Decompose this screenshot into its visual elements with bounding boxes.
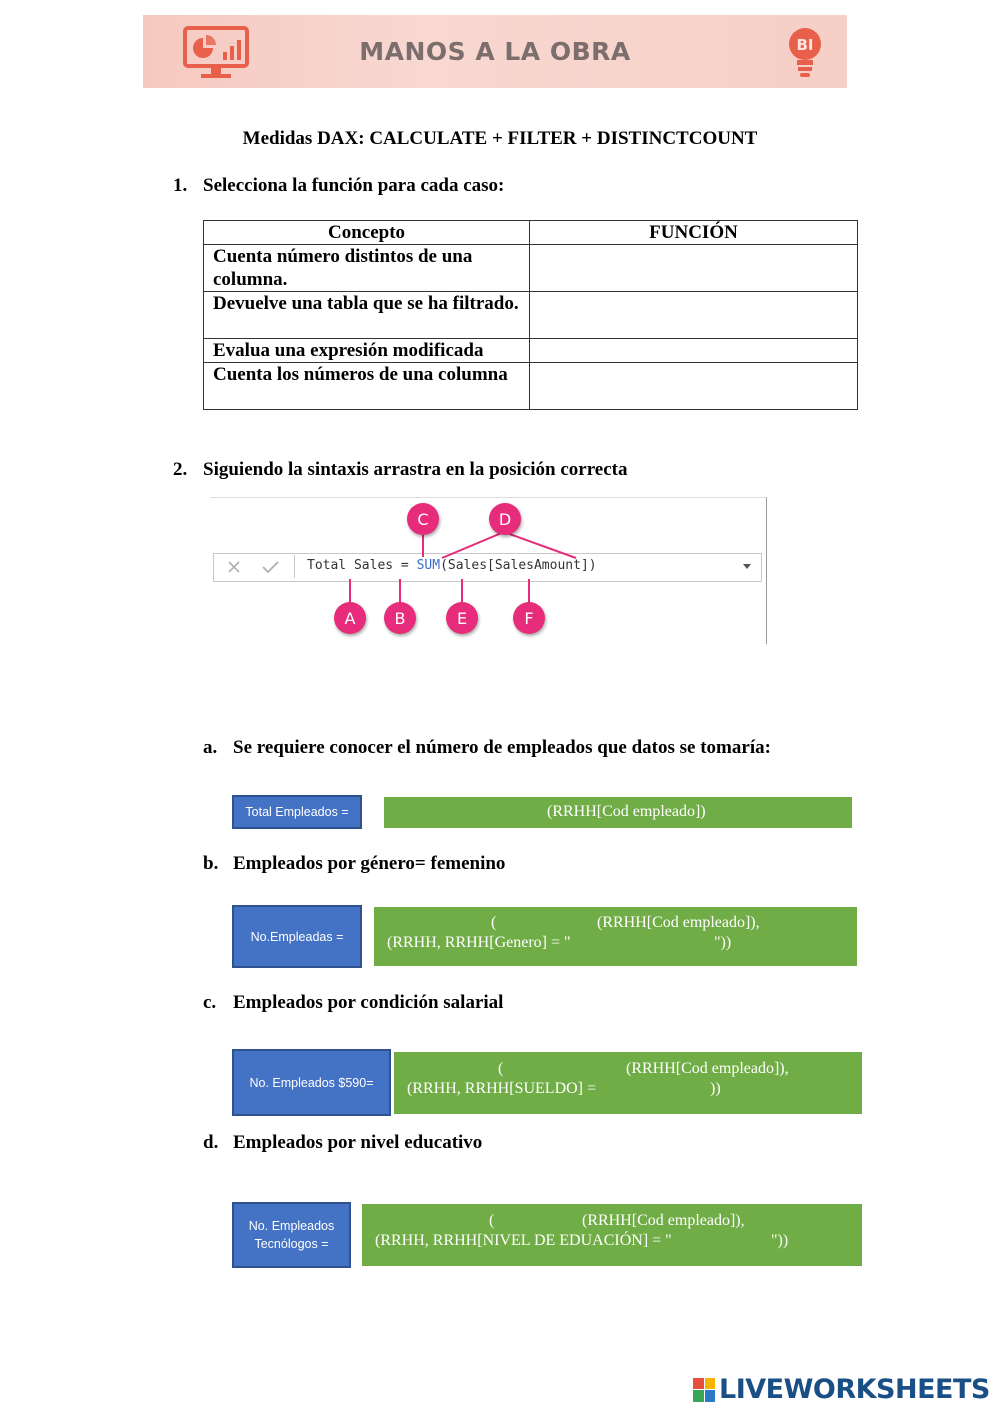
formula-measure: Total Sales = bbox=[307, 558, 409, 573]
header-banner bbox=[143, 15, 847, 88]
page-title: Medidas DAX: CALCULATE + FILTER + DISTINCTCOUNT bbox=[242, 128, 758, 149]
lightbulb-icon bbox=[785, 24, 825, 80]
callout-c: C bbox=[407, 503, 439, 535]
logo-cube-icon bbox=[693, 1378, 715, 1402]
formula-bar-separator bbox=[294, 555, 295, 578]
callout-f: F bbox=[513, 602, 545, 634]
question-number: 2. bbox=[173, 459, 188, 480]
measure-label-no-empleados-tecnologos bbox=[232, 1202, 351, 1268]
table-row bbox=[204, 245, 858, 292]
formula-bar-controls bbox=[226, 559, 286, 575]
formula-function: SUM bbox=[416, 558, 441, 573]
label-line: Tecnólogos = bbox=[254, 1237, 329, 1251]
sub-text: Empleados por condición salarial bbox=[233, 992, 504, 1013]
callout-a: A bbox=[334, 602, 366, 634]
measure-label-no-empleadas: No.Empleadas = bbox=[232, 905, 362, 968]
function-drop-cell[interactable] bbox=[530, 245, 858, 292]
formula-text: (RRHH, RRHH[Genero] = " bbox=[387, 934, 571, 951]
formula-arguments: (Sales[SalesAmount]) bbox=[440, 558, 597, 573]
callout-line-f bbox=[528, 579, 530, 603]
sub-letter: d. bbox=[203, 1132, 219, 1153]
formula-drop-zone-c[interactable] bbox=[394, 1052, 862, 1114]
concept-cell: Cuenta número distintos de una columna. bbox=[204, 245, 530, 292]
callout-b: B bbox=[384, 602, 416, 634]
callout-line-b bbox=[399, 579, 401, 603]
formula-text: ")) bbox=[714, 934, 732, 951]
logo-text: LIVEWORKSHEETS bbox=[719, 1374, 990, 1405]
liveworksheets-logo bbox=[693, 1374, 990, 1405]
question-number: 1. bbox=[173, 175, 188, 196]
formula-text: (RRHH, RRHH[SUELDO] = bbox=[407, 1080, 597, 1097]
formula-drop-zone-a[interactable] bbox=[384, 797, 852, 828]
column-header-concepto: Concepto bbox=[204, 221, 530, 245]
question-text: Selecciona la función para cada caso: bbox=[203, 175, 505, 196]
formula-text: (RRHH[Cod empleado]), bbox=[582, 1212, 745, 1229]
question-2-heading bbox=[173, 459, 628, 481]
question-1-heading bbox=[173, 175, 504, 197]
callout-d: D bbox=[489, 503, 521, 535]
sub-text: Se requiere conocer el número de empleados que datos se tomaría: bbox=[233, 737, 771, 758]
banner-title: MANOS A LA OBRA bbox=[359, 37, 631, 66]
sub-letter: b. bbox=[203, 853, 219, 874]
sub-text: Empleados por nivel educativo bbox=[233, 1132, 483, 1153]
chevron-down-icon bbox=[742, 563, 752, 571]
formula-text: (RRHH[Cod empleado]) bbox=[547, 803, 706, 820]
formula-text: )) bbox=[710, 1080, 721, 1097]
sub-question-c bbox=[203, 992, 503, 1014]
formula-drop-zone-d[interactable] bbox=[362, 1204, 862, 1266]
table-row bbox=[204, 292, 858, 339]
check-icon bbox=[263, 562, 278, 572]
sub-question-a bbox=[203, 737, 771, 759]
sub-letter: c. bbox=[203, 992, 217, 1013]
table-row bbox=[204, 363, 858, 410]
callout-e: E bbox=[446, 602, 478, 634]
function-drop-cell[interactable] bbox=[530, 363, 858, 410]
formula-text: ")) bbox=[771, 1232, 789, 1249]
question-text: Siguiendo la sintaxis arrastra en la posición correcta bbox=[203, 459, 628, 480]
sub-text: Empleados por género= femenino bbox=[233, 853, 506, 874]
column-header-funcion: FUNCIÓN bbox=[530, 221, 858, 245]
concept-cell: Devuelve una tabla que se ha filtrado. bbox=[204, 292, 530, 339]
table-header-row bbox=[204, 221, 858, 245]
measure-label-total-empleados: Total Empleados = bbox=[232, 795, 362, 829]
formula-text: (RRHH[Cod empleado]), bbox=[597, 914, 760, 931]
bi-badge: BI bbox=[796, 36, 814, 54]
concept-cell: Cuenta los números de una columna bbox=[204, 363, 530, 410]
formula-text: ( bbox=[498, 1060, 504, 1077]
formula-text bbox=[307, 558, 597, 573]
close-icon bbox=[229, 562, 239, 572]
callout-line-c bbox=[422, 535, 424, 557]
measure-label-no-empleados-590: No. Empleados $590= bbox=[232, 1049, 391, 1116]
formula-text: (RRHH[Cod empleado]), bbox=[626, 1060, 789, 1077]
table-row bbox=[204, 339, 858, 363]
callout-line-e bbox=[461, 579, 463, 603]
sub-question-d bbox=[203, 1132, 482, 1154]
function-drop-cell[interactable] bbox=[530, 292, 858, 339]
formula-text: (RRHH, RRHH[NIVEL DE EDUACIÓN] = " bbox=[375, 1232, 672, 1249]
function-drop-cell[interactable] bbox=[530, 339, 858, 363]
formula-drop-zone-b[interactable] bbox=[374, 907, 857, 966]
concept-cell: Evalua una expresión modificada bbox=[204, 339, 530, 363]
formula-text: ( bbox=[491, 914, 497, 931]
concept-function-table bbox=[203, 220, 858, 410]
formula-text: ( bbox=[489, 1212, 495, 1229]
label-line: No. Empleados bbox=[248, 1219, 335, 1233]
sub-letter: a. bbox=[203, 737, 218, 758]
sub-question-b bbox=[203, 853, 505, 875]
callout-line-a bbox=[349, 579, 351, 603]
